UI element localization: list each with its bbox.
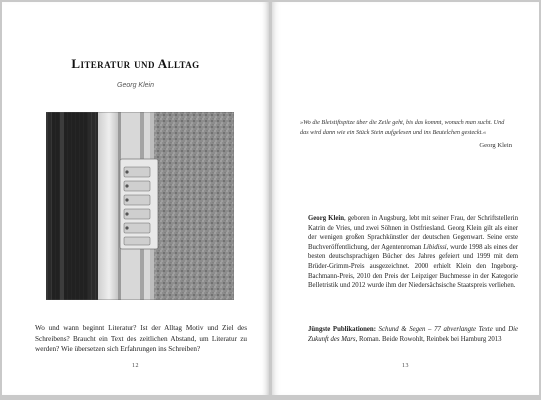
right-page — [272, 2, 539, 395]
author-subtitle: Georg Klein — [117, 82, 154, 89]
publications-details: , Roman. Beide Rowohlt, Reinbek bei Hamburg 2013 — [355, 335, 502, 343]
page-number-right: 13 — [402, 363, 409, 369]
recent-publications — [308, 325, 518, 344]
page-title: Literatur und Alltag — [71, 56, 200, 71]
bio-book-title: Libidissi — [423, 243, 447, 251]
epigraph-quote: »Wo die Bleistiftspitze über die Zeile geht, bis das kommt, wonach man sucht. Und das wird dann wie ein Stück Stein aufgelesen und ins Beutelchen gesteckt.« — [300, 119, 505, 136]
doorbell-photo — [46, 112, 234, 300]
author-bio — [308, 214, 518, 291]
publication-title-1: Schund & Segen – 77 abverlangte Texte — [378, 326, 493, 333]
publications-label: Jüngste Publikationen: — [308, 326, 376, 333]
intro-paragraph: Wo und wann beginnt Literatur? Ist der Alltag Motiv und Ziel des Schreibens? Braucht ein Text des zeitlichen Abstand, um Literatur zu werden? Wie übersetzen sich Erfahrungen ins Schreiben? — [35, 324, 247, 354]
publication-title-2: Die Zukunft des Mars — [308, 326, 519, 343]
publications-and: und — [492, 326, 509, 333]
bio-text: , geboren in Augsburg, lebt mit seiner Frau, der Schriftstellerin Katrin de Vries, und zwei Söhnen in Ostfriesland. Georg Klein gilt als einer der wenigen großen Sprachkünstler der deutschen Gegenwart. Seine erste Buchveröffentlichung, der Agentenroman — [308, 215, 518, 251]
page-number-left: 12 — [132, 363, 139, 369]
doorbell-photo-image — [46, 112, 234, 300]
bio-text-continued: , wurde 1998 als eines der besten deutschsprachigen Bücher des Jahres gefeiert und 1999 mit dem Brüder-Grimm-Preis ausgezeichnet. 2000 erhielt Klein den Ingeborg-Bachmann-Preis, 2010 den Preis der Leipziger Buchmesse in der Kategorie Belletristik und 2012 wurde ihm der Niedersächsische Staatspreis verliehen. — [308, 243, 518, 290]
left-page — [2, 2, 269, 395]
epigraph-author: Georg Klein — [479, 142, 512, 149]
bio-name: Georg Klein — [308, 215, 345, 222]
